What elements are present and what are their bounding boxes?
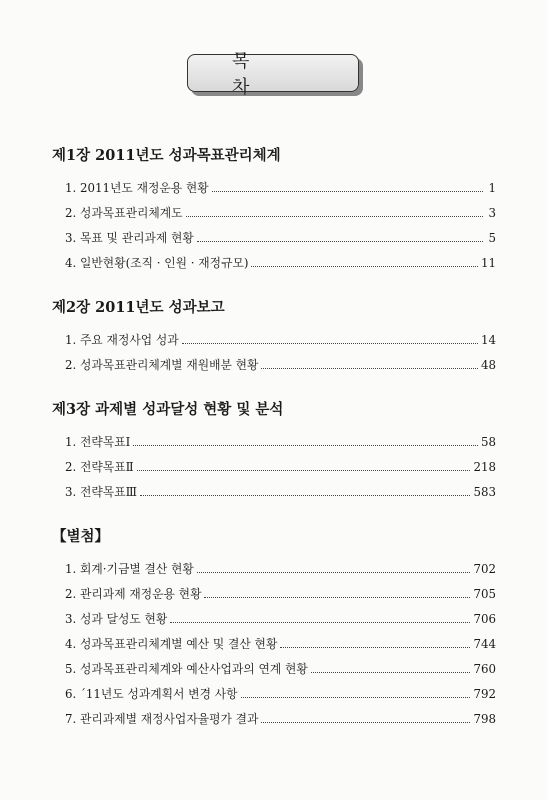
leader-dots [197, 572, 471, 573]
toc-entry-page: 760 [473, 662, 496, 676]
toc-entry[interactable] [52, 557, 496, 582]
section-heading: 제3장 과제별 성과달성 현황 및 분석 [52, 401, 284, 418]
toc-entry-page: 48 [480, 358, 496, 372]
leader-dots [133, 445, 478, 446]
section-appendix [52, 527, 496, 732]
toc-entry-label: 4. 성과목표관리체계별 예산 및 결산 현황 [65, 637, 278, 651]
toc-entry-label: 1. 2011년도 재정운용 현황 [65, 181, 209, 195]
toc-entry-label: 1. 전략목표Ⅰ [65, 435, 131, 449]
leader-dots [212, 191, 483, 192]
toc-entry-page: 1 [488, 181, 496, 195]
toc-entry-label: 2. 전략목표Ⅱ [65, 460, 134, 474]
toc-entry-page: 702 [473, 562, 496, 576]
toc-entry-page: 798 [473, 712, 496, 726]
toc-entry[interactable] [52, 657, 496, 682]
table-of-contents [52, 146, 496, 754]
leader-dots [280, 647, 470, 648]
section-heading: 제1장 2011년도 성과목표관리체계 [52, 147, 281, 164]
toc-entry[interactable] [52, 607, 496, 632]
toc-entry[interactable] [52, 582, 496, 607]
toc-entry-label: 6. ´11년도 성과계획서 변경 사항 [65, 687, 238, 701]
leader-dots [311, 672, 471, 673]
leader-dots [140, 495, 471, 496]
toc-entry-page: 3 [488, 206, 496, 220]
toc-entry[interactable] [52, 353, 496, 378]
toc-entry-page: 11 [480, 256, 496, 270]
toc-entry-page: 218 [473, 460, 496, 474]
toc-entry-label: 3. 성과 달성도 현황 [65, 612, 168, 626]
leader-dots [241, 697, 471, 698]
toc-title-box [187, 51, 359, 98]
toc-entry[interactable] [52, 430, 496, 455]
leader-dots [137, 470, 471, 471]
toc-entry-page: 583 [473, 485, 496, 499]
section-chapter-1 [52, 146, 496, 276]
toc-entry[interactable] [52, 480, 496, 505]
toc-entry[interactable] [52, 328, 496, 353]
leader-dots [197, 241, 483, 242]
toc-entry-label: 2. 성과목표관리체계도 [65, 206, 183, 220]
toc-title: 목 차 [232, 51, 294, 98]
toc-entry-page: 706 [473, 612, 496, 626]
leader-dots [186, 216, 483, 217]
toc-entry-page: 705 [473, 587, 496, 601]
leader-dots [204, 597, 470, 598]
toc-entry[interactable] [52, 226, 496, 251]
toc-entry-label: 3. 목표 및 관리과제 현황 [65, 231, 194, 245]
leader-dots [170, 622, 470, 623]
toc-entry-label: 4. 일반현황(조직 · 인원 · 재정규모) [65, 256, 249, 270]
toc-entry[interactable] [52, 201, 496, 226]
toc-entry-label: 1. 주요 재정사업 성과 [65, 333, 179, 347]
toc-entry-label: 2. 관리과제 재정운용 현황 [65, 587, 202, 601]
toc-entry-label: 5. 성과목표관리체계와 예산사업과의 연계 현황 [65, 662, 308, 676]
leader-dots [251, 266, 478, 267]
toc-entry-label: 1. 회계·기금별 결산 현황 [65, 562, 194, 576]
toc-entry[interactable] [52, 455, 496, 480]
leader-dots [261, 722, 470, 723]
toc-entry-page: 5 [488, 231, 496, 245]
toc-entry-page: 792 [473, 687, 496, 701]
toc-entry[interactable] [52, 707, 496, 732]
toc-entry-label: 3. 전략목표Ⅲ [65, 485, 137, 499]
section-chapter-2 [52, 298, 496, 378]
toc-entry-label: 2. 성과목표관리체계별 재원배분 현황 [65, 358, 259, 372]
toc-entry[interactable] [52, 176, 496, 201]
toc-entry[interactable] [52, 251, 496, 276]
section-chapter-3 [52, 400, 496, 505]
section-heading: 제2장 2011년도 성과보고 [52, 299, 225, 316]
toc-entry-page: 744 [473, 637, 496, 651]
leader-dots [182, 343, 478, 344]
toc-entry[interactable] [52, 682, 496, 707]
section-heading: 【별첨】 [52, 528, 110, 545]
toc-entry-label: 7. 관리과제별 재정사업자율평가 결과 [65, 712, 259, 726]
toc-entry-page: 14 [480, 333, 496, 347]
leader-dots [261, 368, 478, 369]
toc-entry-page: 58 [480, 435, 496, 449]
toc-entry[interactable] [52, 632, 496, 657]
